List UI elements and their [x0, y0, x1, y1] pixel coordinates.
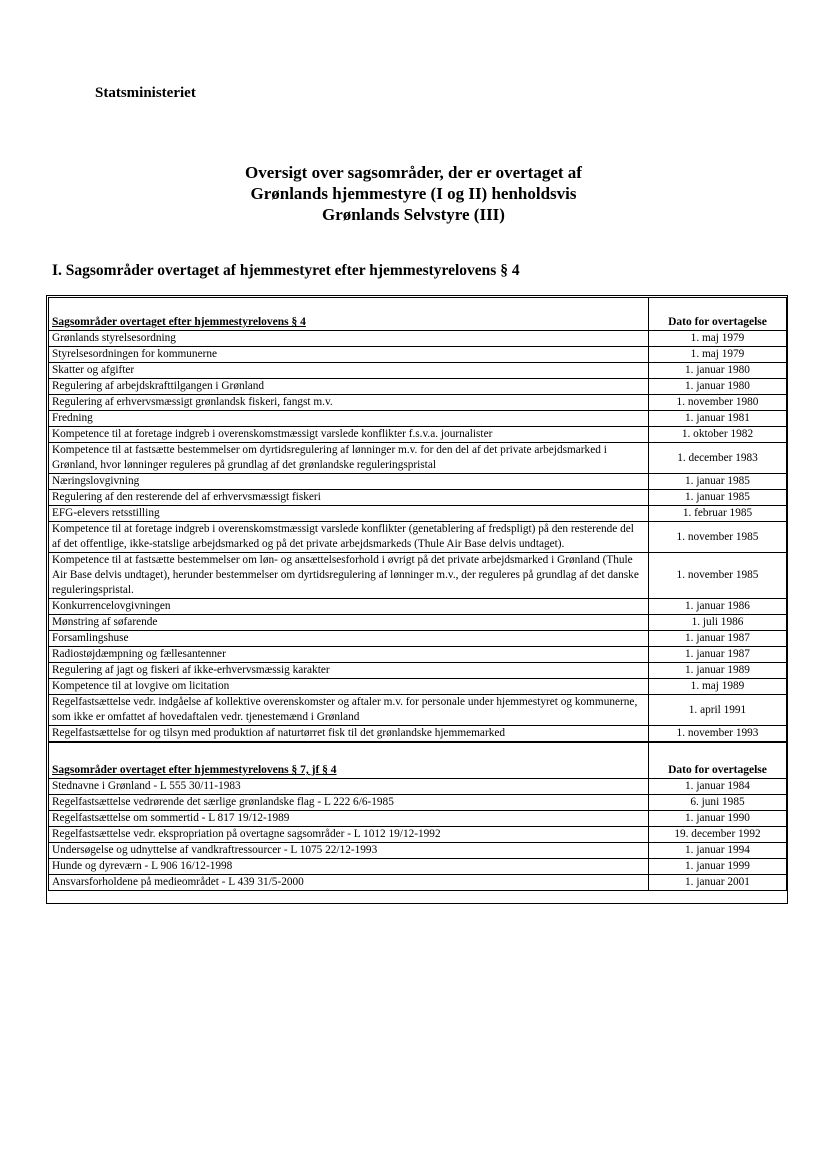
area-cell: Regulering af arbejdskrafttilgangen i Grønland — [49, 379, 649, 395]
date-cell: 1. juli 1986 — [649, 615, 787, 631]
date-cell: 1. januar 1980 — [649, 363, 787, 379]
date-cell: 1. november 1980 — [649, 395, 787, 411]
date-cell: 1. januar 1987 — [649, 647, 787, 663]
date-cell: 1. januar 2001 — [649, 875, 787, 891]
date-cell: 19. december 1992 — [649, 827, 787, 843]
section-heading: I. Sagsområder overtaget af hjemmestyret efter hjemmestyrelovens § 4 — [52, 262, 520, 279]
date-cell: 1. januar 1986 — [649, 599, 787, 615]
date-cell: 1. januar 1985 — [649, 490, 787, 506]
organization-name: Statsministeriet — [95, 85, 196, 101]
date-cell: 1. januar 1989 — [649, 663, 787, 679]
date-cell: 1. januar 1999 — [649, 859, 787, 875]
table-row — [49, 395, 787, 411]
tables-container — [48, 297, 786, 891]
area-cell: Regelfastsættelse vedr. ekspropriation på overtagne sagsområder - L 1012 19/12-1992 — [49, 827, 649, 843]
document-title — [0, 162, 827, 225]
area-cell: Kompetence til at fastsætte bestemmelser om løn- og ansættelsesforhold i øvrigt på det private arbejdsmarked i Grønland (Thule Air Base delvis undtaget), herunder bestemmelser om dyrtidsregulering af lønninger m.v., der reguleres på grundlag af det danske reguleringspristal. — [49, 553, 649, 599]
column-header-area: Sagsområder overtaget efter hjemmestyrelovens § 4 — [49, 298, 649, 331]
area-cell: Hunde og dyreværn - L 906 16/12-1998 — [49, 859, 649, 875]
date-cell: 1. januar 1981 — [649, 411, 787, 427]
date-cell: 1. januar 1985 — [649, 474, 787, 490]
date-cell: 1. januar 1990 — [649, 811, 787, 827]
title-line: Oversigt over sagsområder, der er overtaget af — [245, 163, 582, 182]
table-row — [49, 427, 787, 443]
table-row — [49, 490, 787, 506]
area-cell: Regelfastsættelse vedrørende det særlige grønlandske flag - L 222 6/6-1985 — [49, 795, 649, 811]
area-cell: Regulering af jagt og fiskeri af ikke-erhvervsmæssig karakter — [49, 663, 649, 679]
date-cell: 1. november 1985 — [649, 553, 787, 599]
area-cell: Næringslovgivning — [49, 474, 649, 490]
area-cell: Regulering af den resterende del af erhvervsmæssigt fiskeri — [49, 490, 649, 506]
area-cell: Forsamlingshuse — [49, 631, 649, 647]
area-cell: Kompetence til at fastsætte bestemmelser om dyrtidsregulering af lønninger m.v. for den del af det private arbejdsmarked i Grønland, hvor lønninger reguleres på grundlag af det grønlandske reguleringspristal — [49, 443, 649, 474]
area-cell: Konkurrencelovgivningen — [49, 599, 649, 615]
table-row — [49, 663, 787, 679]
column-header-date: Dato for overtagelse — [649, 743, 787, 779]
title-line: Grønlands hjemmestyre (I og II) henholdsvis — [250, 184, 577, 203]
table-row — [49, 443, 787, 474]
area-cell: Kompetence til at foretage indgreb i overenskomstmæssigt varslede konflikter f.s.v.a. journalister — [49, 427, 649, 443]
table-row — [49, 553, 787, 599]
table-row — [49, 811, 787, 827]
area-cell: Regelfastsættelse om sommertid - L 817 19/12-1989 — [49, 811, 649, 827]
table-row — [49, 411, 787, 427]
table-row — [49, 379, 787, 395]
table-row — [49, 331, 787, 347]
date-cell: 6. juni 1985 — [649, 795, 787, 811]
table-row — [49, 827, 787, 843]
date-cell: 1. november 1993 — [649, 726, 787, 742]
table-row — [49, 347, 787, 363]
table-row — [49, 615, 787, 631]
area-cell: Skatter og afgifter — [49, 363, 649, 379]
date-cell: 1. november 1985 — [649, 522, 787, 553]
area-cell: Radiostøjdæmpning og fællesantenner — [49, 647, 649, 663]
area-cell: Styrelsesordningen for kommunerne — [49, 347, 649, 363]
table-row — [49, 599, 787, 615]
table-row — [49, 843, 787, 859]
column-header-date: Dato for overtagelse — [649, 298, 787, 331]
table-row — [49, 695, 787, 726]
area-cell: EFG-elevers retsstilling — [49, 506, 649, 522]
area-cell: Grønlands styrelsesordning — [49, 331, 649, 347]
area-cell: Mønstring af søfarende — [49, 615, 649, 631]
table-row — [49, 522, 787, 553]
date-cell: 1. december 1983 — [649, 443, 787, 474]
area-cell: Regulering af erhvervsmæssigt grønlandsk fiskeri, fangst m.v. — [49, 395, 649, 411]
date-cell: 1. maj 1979 — [649, 347, 787, 363]
table-row — [49, 647, 787, 663]
table-row — [49, 506, 787, 522]
area-cell: Undersøgelse og udnyttelse af vandkraftressourcer - L 1075 22/12-1993 — [49, 843, 649, 859]
table-row — [49, 474, 787, 490]
table-row — [49, 363, 787, 379]
table-section-4 — [48, 297, 787, 742]
table-row — [49, 795, 787, 811]
area-cell: Stednavne i Grønland - L 555 30/11-1983 — [49, 779, 649, 795]
table-row — [49, 875, 787, 891]
table-row — [49, 779, 787, 795]
date-cell: 1. oktober 1982 — [649, 427, 787, 443]
date-cell: 1. februar 1985 — [649, 506, 787, 522]
area-cell: Ansvarsforholdene på medieområdet - L 439 31/5-2000 — [49, 875, 649, 891]
area-cell: Kompetence til at lovgive om licitation — [49, 679, 649, 695]
date-cell: 1. maj 1979 — [649, 331, 787, 347]
column-header-area: Sagsområder overtaget efter hjemmestyrelovens § 7, jf § 4 — [49, 743, 649, 779]
area-cell: Regelfastsættelse vedr. indgåelse af kollektive overenskomster og aftaler m.v. for personale under hjemmestyret og kommunerne, som ikke er omfattet af hovedaftalen vedr. tjenestemænd i Grønland — [49, 695, 649, 726]
date-cell: 1. april 1991 — [649, 695, 787, 726]
date-cell: 1. januar 1994 — [649, 843, 787, 859]
date-cell: 1. januar 1984 — [649, 779, 787, 795]
table-row — [49, 631, 787, 647]
area-cell: Fredning — [49, 411, 649, 427]
title-line: Grønlands Selvstyre (III) — [322, 205, 505, 224]
table-row — [49, 859, 787, 875]
date-cell: 1. januar 1980 — [649, 379, 787, 395]
date-cell: 1. januar 1987 — [649, 631, 787, 647]
area-cell: Regelfastsættelse for og tilsyn med produktion af naturtørret fisk til det grønlandske hjemmemarked — [49, 726, 649, 742]
table-section-7 — [48, 742, 787, 891]
table-row — [49, 679, 787, 695]
table-row — [49, 726, 787, 742]
area-cell: Kompetence til at foretage indgreb i overenskomstmæssigt varslede konflikter (genetablering af fredspligt) på den resterende del af det offentlige, ikke-statslige arbejdsmarked og på det private arbejdsmarkeds (Thule Air Base delvis undtaget). — [49, 522, 649, 553]
date-cell: 1. maj 1989 — [649, 679, 787, 695]
